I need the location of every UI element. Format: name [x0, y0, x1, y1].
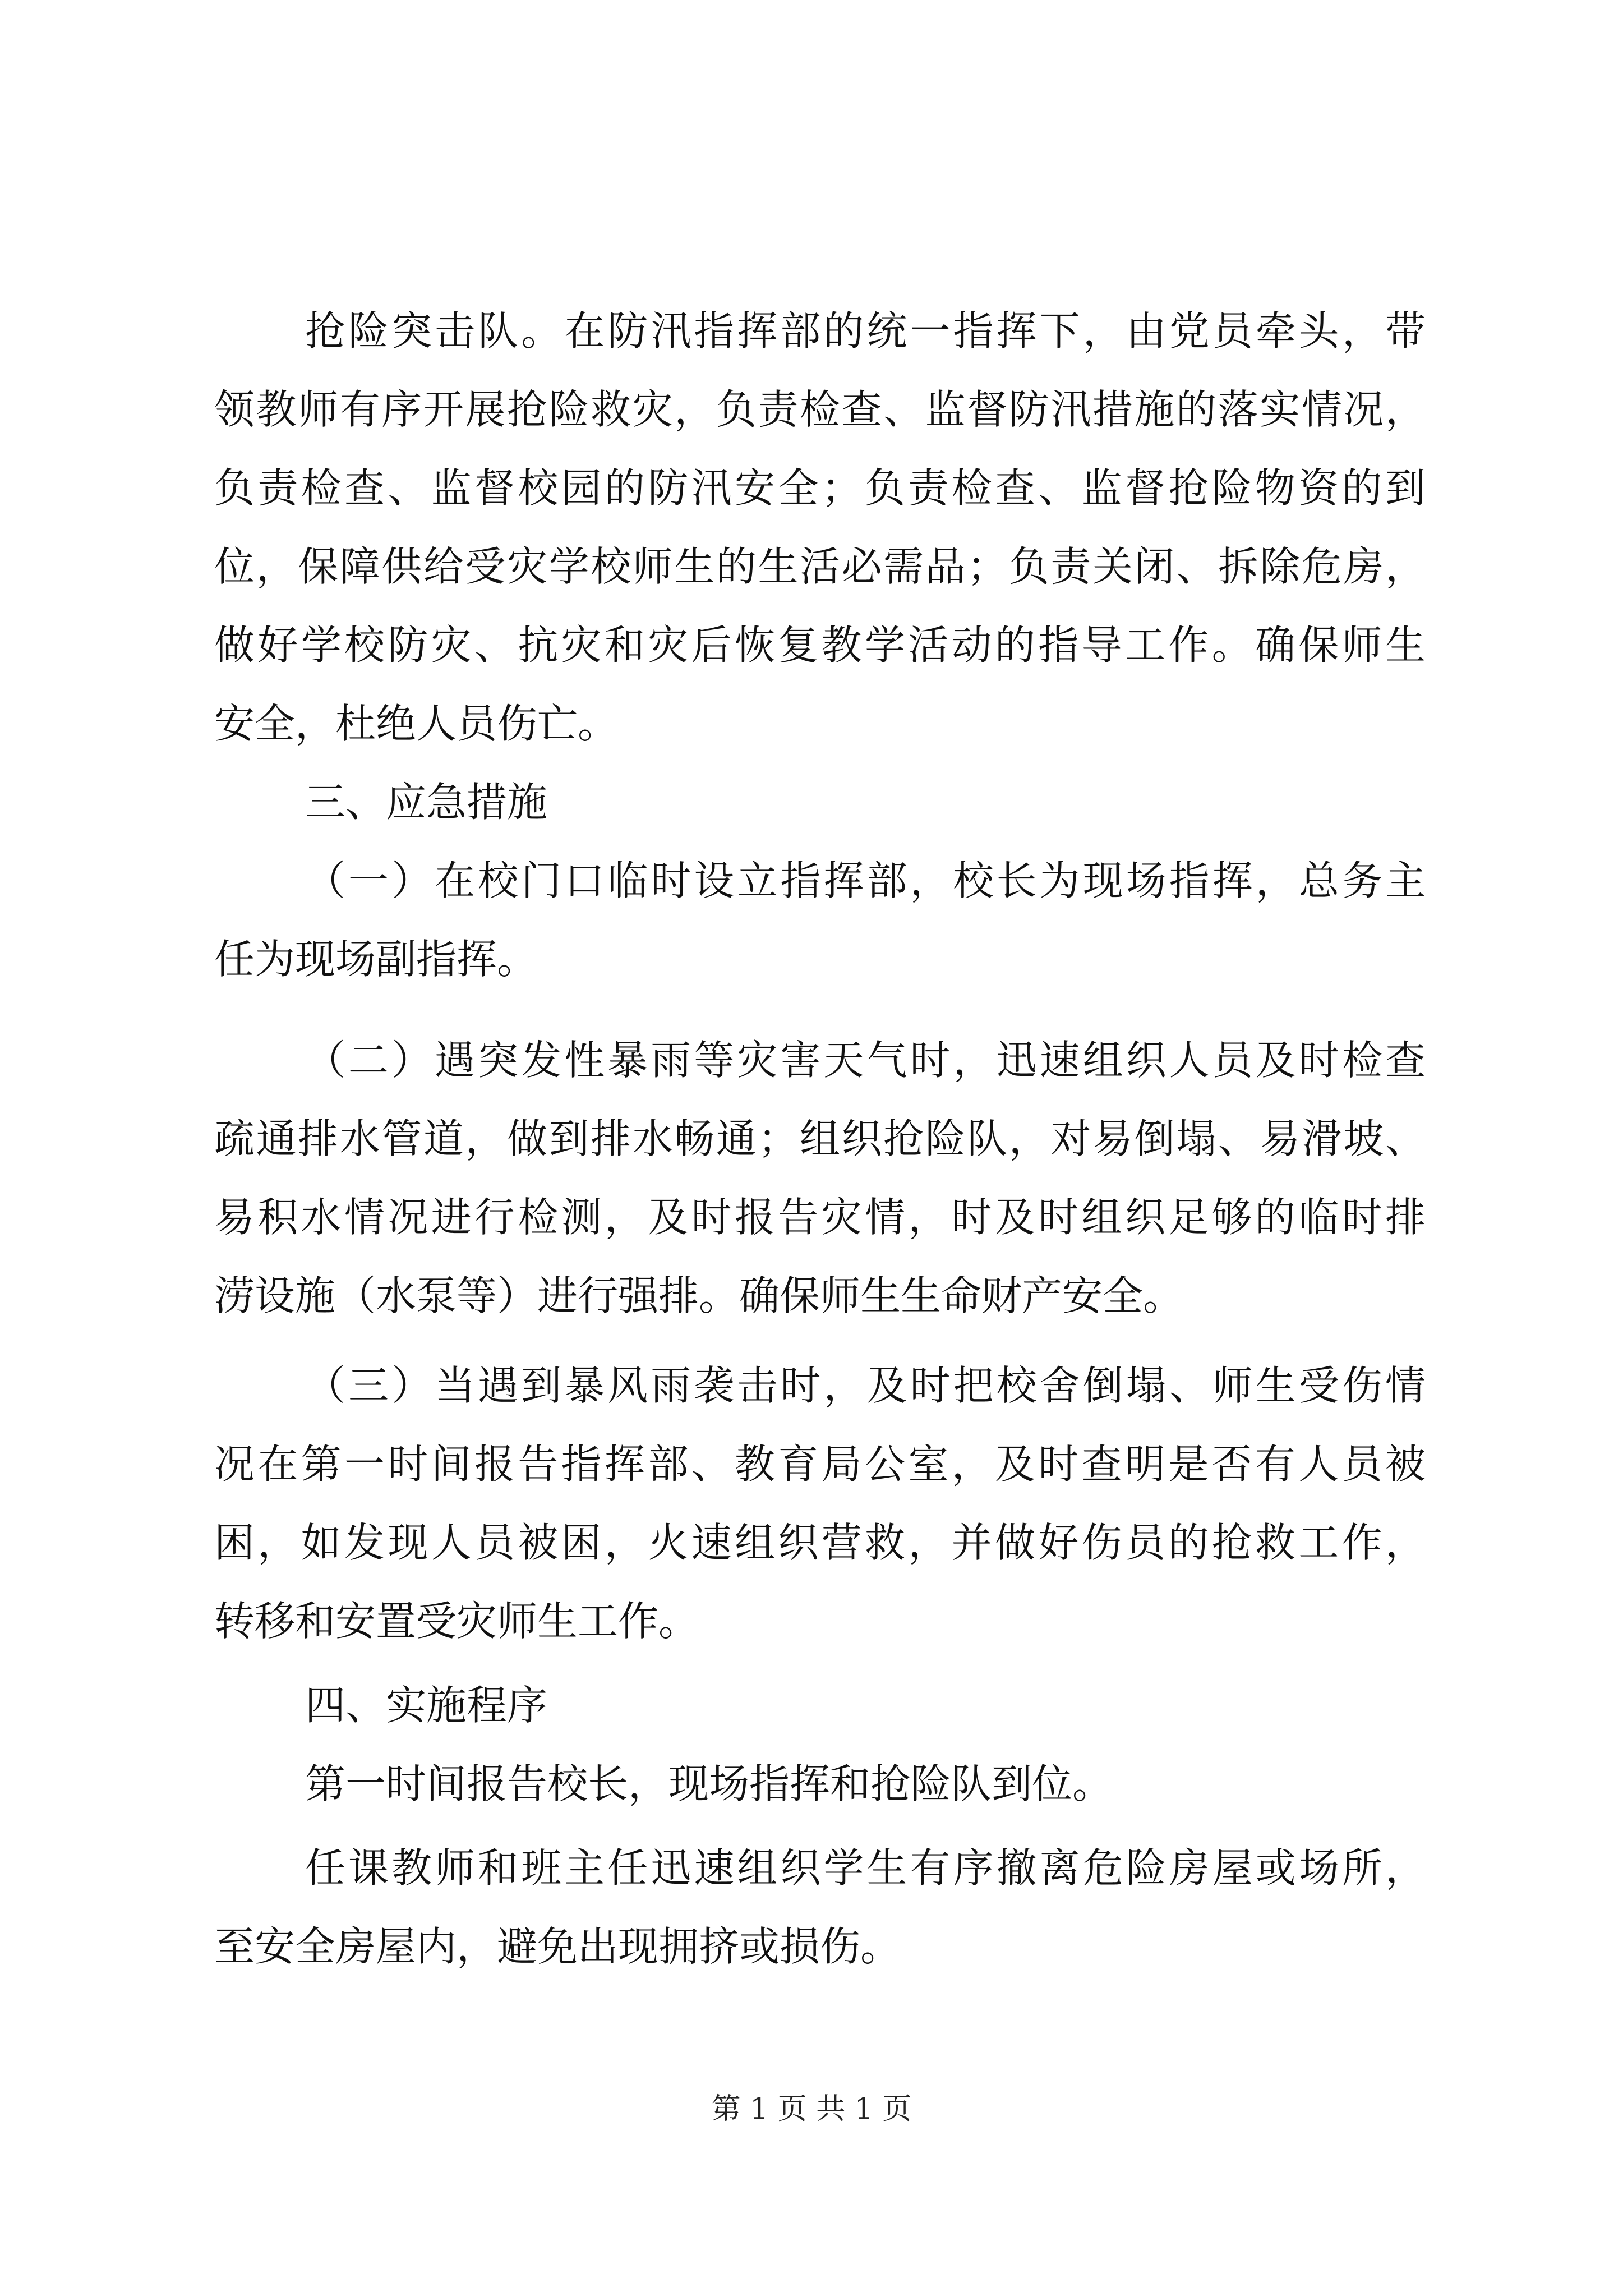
paragraph-line: （三）当遇到暴风雨袭击时，及时把校舍倒塌、师生受伤情 — [305, 1362, 1426, 1409]
paragraph-line: 负责检查、监督校园的防汛安全；负责检查、监督抢险物资的到 — [214, 464, 1426, 512]
paragraph-line: 领教师有序开展抢险救灾，负责检查、监督防汛措施的落实情况， — [214, 386, 1426, 433]
paragraph-line: 至安全房屋内，避免出现拥挤或损伤。 — [214, 1923, 901, 1970]
paragraph-line: （二）遇突发性暴雨等灾害天气时，迅速组织人员及时检查 — [305, 1037, 1426, 1084]
paragraph-line: 任为现场副指挥。 — [214, 936, 538, 983]
paragraph-line: 任课教师和班主任迅速组织学生有序撤离危险房屋或场所， — [305, 1844, 1426, 1892]
paragraph-line: 易积水情况进行检测，及时报告灾情，时及时组织足够的临时排 — [214, 1194, 1426, 1241]
paragraph-line: 位，保障供给受灾学校师生的生活必需品；负责关闭、拆除危房， — [214, 543, 1426, 590]
paragraph-line: 抢险突击队。在防汛指挥部的统一指挥下，由党员牵头，带 — [305, 307, 1426, 355]
paragraph-line: 做好学校防灾、抗灾和灾后恢复教学活动的指导工作。确保师生 — [214, 622, 1426, 669]
paragraph-line: 疏通排水管道，做到排水畅通；组织抢险队，对易倒塌、易滑坡、 — [214, 1115, 1426, 1162]
paragraph-line: 安全，杜绝人员伤亡。 — [214, 700, 619, 747]
section-heading: 四、实施程序 — [305, 1682, 548, 1729]
paragraph-line: 困，如发现人员被困，火速组织营救，并做好伤员的抢救工作， — [214, 1519, 1426, 1566]
paragraph-line: 况在第一时间报告指挥部、教育局公室，及时查明是否有人员被 — [214, 1441, 1426, 1488]
section-heading: 三、应急措施 — [305, 779, 548, 826]
paragraph-line: 转移和安置受灾师生工作。 — [214, 1598, 699, 1645]
paragraph-line: 涝设施（水泵等）进行强排。确保师生生命财产安全。 — [214, 1272, 1184, 1319]
page-number-footer: 第 1 页 共 1 页 — [711, 2092, 912, 2126]
paragraph-line: 第一时间报告校长，现场指挥和抢险队到位。 — [305, 1760, 1113, 1807]
paragraph-line: （一）在校门口临时设立指挥部，校长为现场指挥，总务主 — [305, 857, 1426, 904]
